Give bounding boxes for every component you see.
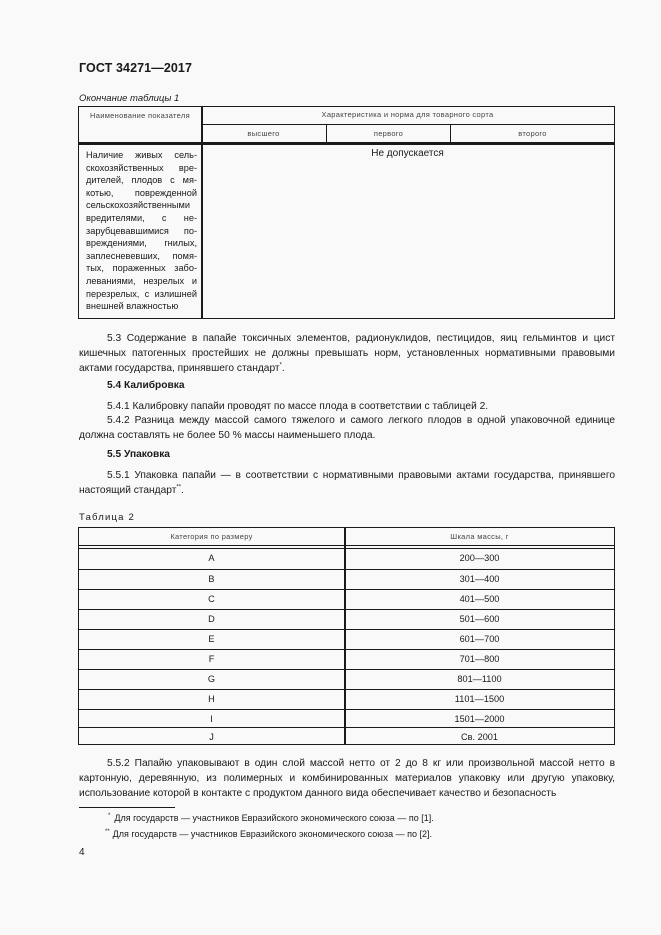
section-5-4-1: 5.4.1 Калибровку папайи проводят по массе плода в соответствии с таблицей 2. [107,401,489,412]
section-5-4-2: 5.4.2 Разница между массой самого тяжелого и самого легкого плодов в одной упаковочной единице должна составлять не более 50 % массы наименьшего плода. [79,415,615,441]
section-5-4-heading: 5.4 Калибровка [107,380,185,391]
page-number: 4 [79,847,85,858]
table-row: J Св. 2001 [79,727,614,747]
table2-header-mass: Шкала массы, г [450,532,509,541]
table1-header-grade-highest: высшего [247,129,280,138]
table2-header-category: Категория по размеру [170,532,253,541]
table2-caption: Таблица 2 [79,512,135,523]
table-row: A 200—300 [208,553,500,563]
table1-header-name: Наименование показателя [90,111,190,120]
table-row: I 1501—2000 [79,709,614,729]
table-row: C 401—500 [79,589,614,609]
table1-header-grade-first: первого [373,129,404,138]
table2 [78,527,615,745]
table-divider [201,124,614,125]
table1 [78,106,615,319]
footnote-ref[interactable]: ** [176,484,182,491]
footnote-1: * Для государств — участников Евразийского экономического союза — по [1]. [108,813,434,823]
table-row: B 301—400 [79,569,614,589]
table1-header-characteristic: Характеристика и норма для товарного сорта [321,110,494,119]
table-divider [201,107,203,318]
section-5-3: 5.3 Содержание в папайе токсичных элементов, радионуклидов, пестицидов, яиц гельминтов и цист кишечных патогенных простейших не должны превышать норм, установленных нормативными правовыми актами государства, принявшего стандарт*. [79,333,615,374]
table-row: D 501—600 [79,609,614,629]
section-5-5-heading: 5.5 Упаковка [107,449,170,460]
footnote-2: ** Для государств — участников Евразийского экономического союза — по [2]. [105,829,433,839]
footnote-ref[interactable]: * [279,362,282,369]
table1-row-name: Наличие живых сельскохозяйственных вредителей, плодов с мякотью, поврежденной сельскохозяйственными вредителями, с незарубцевавшимися повреждениями, гнилых, заплесневевших, помятых, пораженных заболеваниями, незрелых и перезрелых, с излишней внешней влажностью [86,150,197,312]
table1-header-grade-second: второго [518,129,547,138]
section-5-5-1: 5.5.1 Упаковка папайи — в соответствии с нормативными правовыми актами государства, принявшего настоящий стандарт**. [79,470,615,496]
section-5-5-2: 5.5.2 Папайю упаковывают в один слой массой нетто от 2 до 8 кг или произвольной массой нетто в картонную, деревянную, из полимерных и комбинированных материалов упаковку или другую упаковку, использование которой в контакте с продуктом данного вида обеспечивает качество и безопасность [79,758,615,799]
table-row: H 1101—1500 [79,689,614,709]
table-row: E 601—700 [79,629,614,649]
table-row: F 701—800 [79,649,614,669]
table1-row-value: Не допускается [371,148,444,159]
footnote-divider [79,807,175,808]
table1-caption: Окончание таблицы 1 [79,93,180,104]
table-row: G 801—1100 [79,669,614,689]
table-divider [79,142,614,145]
document-header: ГОСТ 34271—2017 [79,61,193,75]
